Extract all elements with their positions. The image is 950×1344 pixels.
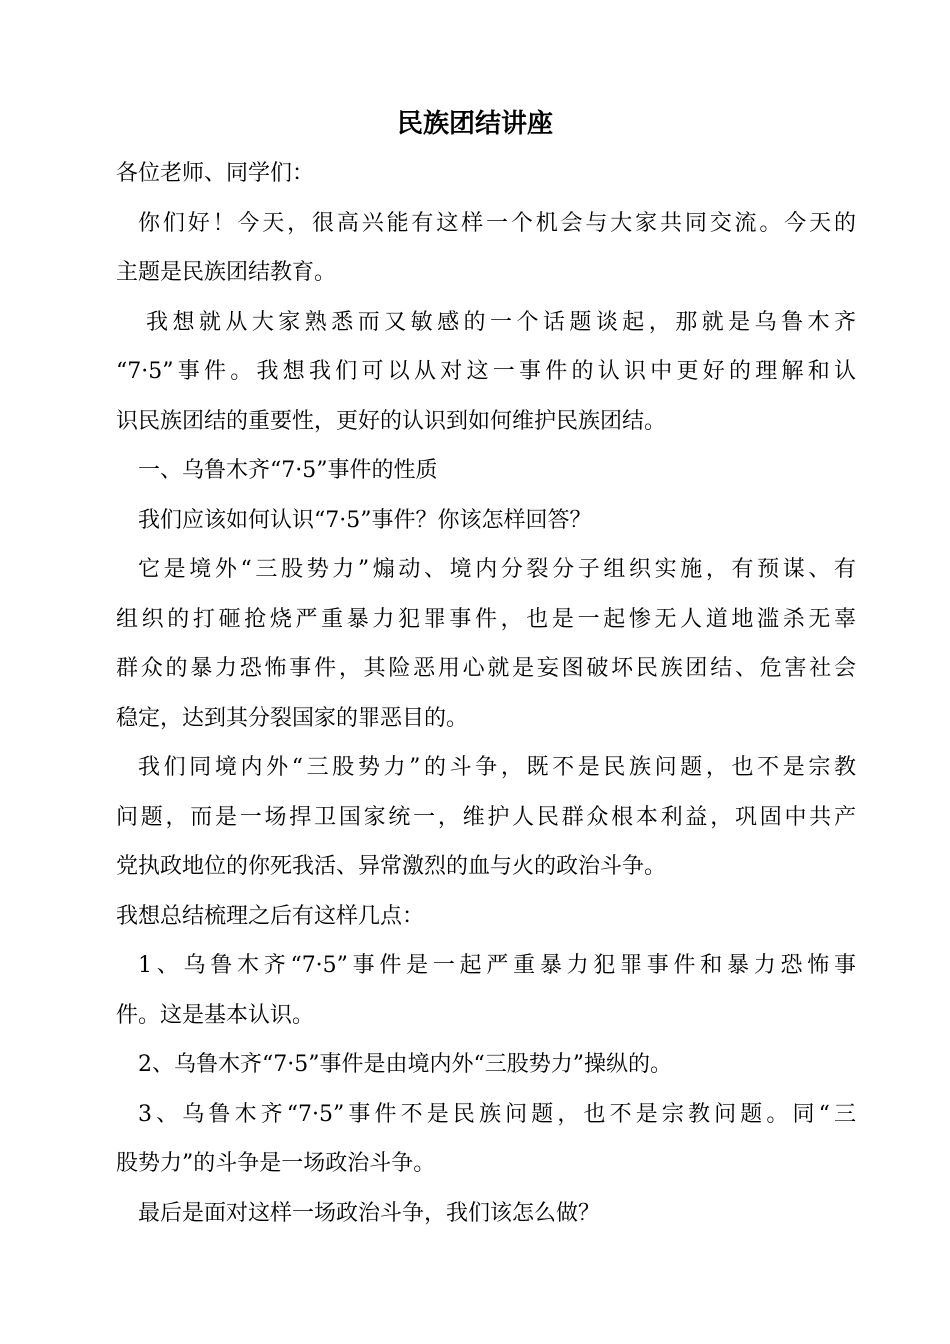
paragraph-line: 问题，而是一场捍卫国家统一，维护人民群众根本利益，巩固中共产 — [116, 805, 856, 830]
paragraph-line: 稳定，达到其分裂国家的罪恶目的。 — [116, 706, 469, 731]
list-item: 3、乌鲁木齐“7·5”事件不是民族问题，也不是宗教问题。同“三 — [138, 1102, 856, 1127]
paragraph-line: 识民族团结的重要性，更好的认识到如何维护民族团结。 — [116, 409, 667, 434]
list-item: 2、乌鲁木齐“7·5”事件是由境内外“三股势力”操纵的。 — [138, 1052, 672, 1077]
paragraph-line: 最后是面对这样一场政治斗争，我们该怎么做？ — [138, 1201, 601, 1226]
list-item-continuation: 件。这是基本认识。 — [116, 1003, 315, 1028]
salutation: 各位老师、同学们： — [116, 161, 315, 186]
paragraph-line: 党执政地位的你死我活、异常激烈的血与火的政治斗争。 — [116, 854, 667, 879]
paragraph-line: 我们应该如何认识“7·5”事件？你该怎样回答？ — [138, 508, 592, 533]
paragraph-line: 我想总结梳理之后有这样几点： — [116, 904, 425, 929]
paragraph-line: 我想就从大家熟悉而又敏感的一个话题谈起，那就是乌鲁木齐 — [146, 310, 856, 335]
list-item-continuation: 股势力”的斗争是一场政治斗争。 — [116, 1151, 436, 1176]
paragraph-line: 群众的暴力恐怖事件，其险恶用心就是妄图破坏民族团结、危害社会 — [116, 656, 856, 681]
paragraph-line: 主题是民族团结教育。 — [116, 260, 337, 285]
paragraph-line: “7·5”事件。我想我们可以从对这一事件的认识中更好的理解和认 — [116, 359, 856, 384]
paragraph-line: 组织的打砸抢烧严重暴力犯罪事件，也是一起惨无人道地滥杀无辜 — [116, 607, 856, 632]
list-item: 1、乌鲁木齐“7·5”事件是一起严重暴力犯罪事件和暴力恐怖事 — [138, 953, 856, 978]
document-title: 民族团结讲座 — [396, 109, 553, 139]
paragraph-line: 你们好！今天，很高兴能有这样一个机会与大家共同交流。今天的 — [138, 211, 856, 236]
paragraph-line: 它是境外“三股势力”煽动、境内分裂分子组织实施，有预谋、有 — [138, 557, 856, 582]
section-heading: 一、乌鲁木齐“7·5”事件的性质 — [138, 458, 438, 483]
paragraph-line: 我们同境内外“三股势力”的斗争，既不是民族问题，也不是宗教 — [138, 755, 856, 780]
